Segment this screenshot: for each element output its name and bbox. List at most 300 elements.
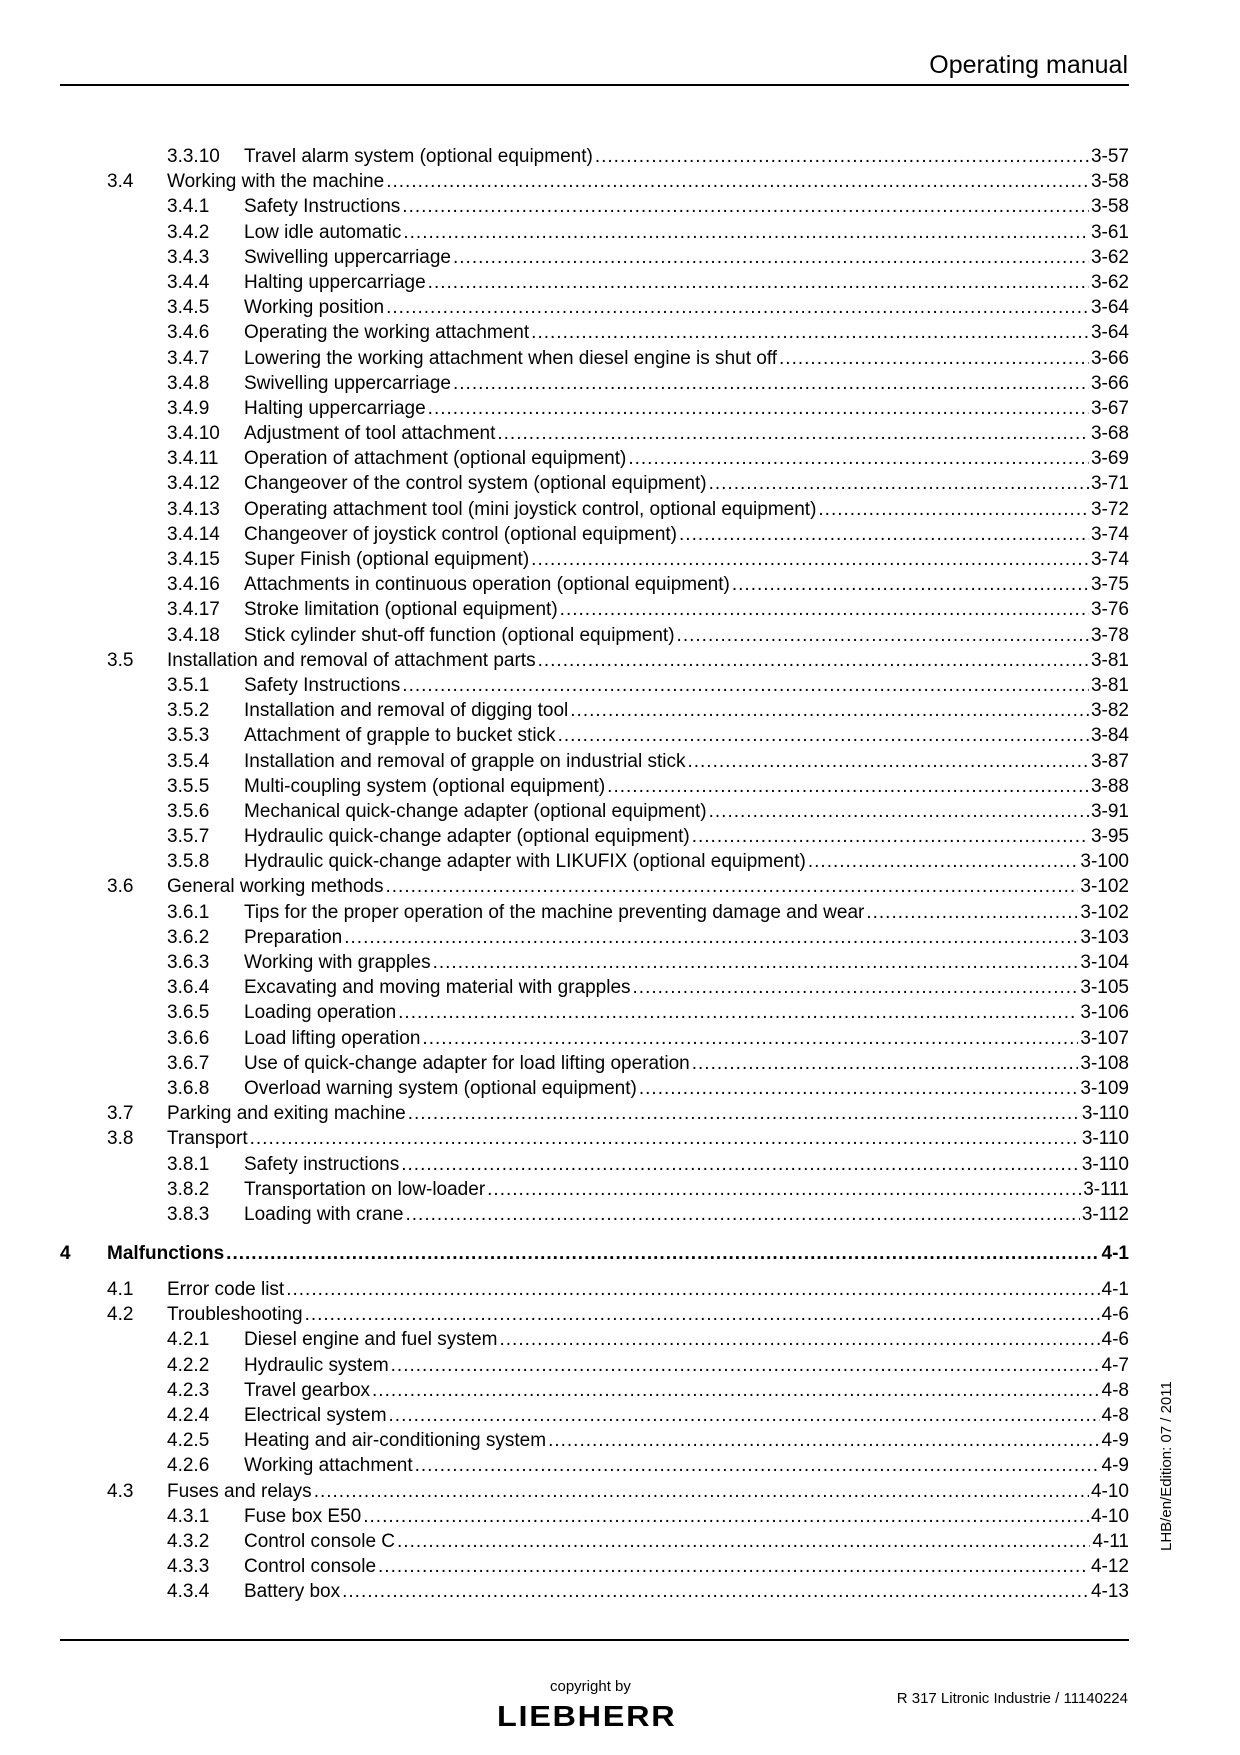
toc-leader-dots: [314, 1479, 1089, 1504]
toc-entry-line: [244, 774, 1129, 799]
footer-rule: [60, 1639, 1129, 1641]
toc-entry-line: [244, 698, 1129, 723]
toc-title: Excavating and moving material with grapples: [244, 977, 631, 999]
toc-page-number: 3-78: [1090, 624, 1129, 646]
toc-subsection-row[interactable]: [60, 1026, 1129, 1051]
toc-leader-dots: [633, 975, 1079, 1000]
toc-title: Safety instructions: [244, 1153, 400, 1175]
toc-entry-line: [244, 144, 1129, 169]
toc-page-number: 3-108: [1080, 1052, 1129, 1074]
toc-leader-dots: [250, 1126, 1080, 1151]
toc-subsection-row[interactable]: [60, 849, 1129, 874]
toc-leader-dots: [639, 1076, 1079, 1101]
toc-leader-dots: [342, 1579, 1089, 1604]
toc-page-number: 3-66: [1090, 372, 1129, 394]
toc-leader-dots: [548, 1428, 1099, 1453]
toc-number: 4.3.4: [167, 1581, 210, 1603]
toc-subsection-row[interactable]: [60, 270, 1129, 295]
toc-page-number: 3-91: [1090, 800, 1129, 822]
toc-leader-dots: [499, 1327, 1099, 1352]
toc-leader-dots: [497, 421, 1089, 446]
toc-title: Halting uppercarriage: [244, 397, 426, 419]
toc-title: Attachments in continuous operation (optional equipment): [244, 574, 730, 596]
liebherr-logo: [497, 1700, 677, 1737]
toc-number: 3.4.12: [167, 473, 220, 495]
toc-title: Safety Instructions: [244, 196, 401, 218]
toc-title: Loading operation: [244, 1002, 397, 1024]
toc-page-number: 3-84: [1090, 725, 1129, 747]
toc-title: Hydraulic quick-change adapter with LIKUFIX (optional equipment): [244, 851, 806, 873]
toc-title: Lowering the working attachment when diesel engine is shut off: [244, 347, 778, 369]
toc-page-number: 3-110: [1081, 1128, 1129, 1150]
toc-number: 3.6.1: [167, 901, 210, 923]
toc-leader-dots: [866, 900, 1078, 925]
toc-entry-line: [244, 421, 1129, 446]
toc-subsection-row[interactable]: [60, 396, 1129, 421]
toc-title: Parking and exiting machine: [167, 1103, 406, 1125]
toc-subsection-row[interactable]: [60, 371, 1129, 396]
toc-subsection-row[interactable]: [60, 572, 1129, 597]
toc-leader-dots: [560, 597, 1089, 622]
toc-title: Operating attachment tool (mini joystick control, optional equipment): [244, 498, 817, 520]
toc-number: 3.4.11: [167, 448, 219, 470]
toc-page-number: 3-58: [1090, 196, 1129, 218]
toc-entry-line: [167, 1479, 1129, 1504]
toc-entry-line: [244, 1428, 1129, 1453]
toc-number: 3.8: [107, 1128, 134, 1150]
toc-number: 3.6.8: [167, 1077, 210, 1099]
toc-entry-line: [244, 1177, 1129, 1202]
toc-subsection-row[interactable]: [60, 1529, 1129, 1554]
toc-title: Loading with crane: [244, 1203, 404, 1225]
toc-entry-line: [244, 723, 1129, 748]
toc-page-number: 4-10: [1090, 1480, 1129, 1502]
toc-subsection-row[interactable]: [60, 1554, 1129, 1579]
toc-subsection-row[interactable]: [60, 749, 1129, 774]
toc-entry-line: [244, 1453, 1129, 1478]
toc-entry-line: [244, 194, 1129, 219]
toc-page-number: 3-66: [1090, 347, 1129, 369]
toc-title: Tips for the proper operation of the machine preventing damage and wear: [244, 901, 865, 923]
toc-leader-dots: [286, 1277, 1099, 1302]
toc-entry-line: [244, 824, 1129, 849]
toc-number: 3.4.10: [167, 423, 220, 445]
toc-number: 3.4.18: [167, 624, 220, 646]
toc-subsection-row[interactable]: [60, 597, 1129, 622]
toc-number: 4: [60, 1243, 71, 1265]
toc-number: 3.5.8: [167, 851, 210, 873]
toc-number: 4.3.2: [167, 1530, 210, 1552]
toc-subsection-row[interactable]: [60, 1428, 1129, 1453]
toc-subsection-row[interactable]: [60, 1152, 1129, 1177]
toc-page-number: 3-111: [1083, 1178, 1129, 1200]
toc-title: Diesel engine and fuel system: [244, 1329, 498, 1351]
toc-title: Multi-coupling system (optional equipment): [244, 775, 606, 797]
toc-page-number: 3-100: [1080, 851, 1129, 873]
toc-subsection-row[interactable]: [60, 698, 1129, 723]
toc-subsection-row[interactable]: [60, 975, 1129, 1000]
toc-page-number: 3-105: [1080, 977, 1129, 999]
toc-subsection-row[interactable]: [60, 1327, 1129, 1352]
toc-number: 3.4.7: [167, 347, 210, 369]
toc-number: 4.2: [107, 1304, 134, 1326]
page-header-title: Operating manual: [929, 51, 1128, 79]
toc-page-number: 3-81: [1090, 674, 1129, 696]
toc-leader-dots: [558, 723, 1089, 748]
toc-number: 4.2.5: [167, 1430, 210, 1452]
toc-number: 3.4.13: [167, 498, 220, 520]
toc-leader-dots: [628, 446, 1089, 471]
toc-page-number: 3-62: [1090, 271, 1129, 293]
toc-leader-dots: [408, 1101, 1080, 1126]
toc-number: 3.8.1: [167, 1153, 210, 1175]
toc-subsection-row[interactable]: [60, 1076, 1129, 1101]
toc-leader-dots: [677, 623, 1089, 648]
toc-leader-dots: [226, 1241, 1099, 1266]
toc-number: 3.6.6: [167, 1027, 210, 1049]
toc-subsection-row[interactable]: [60, 1403, 1129, 1428]
toc-leader-dots: [732, 572, 1089, 597]
toc-subsection-row[interactable]: [60, 1051, 1129, 1076]
toc-subsection-row[interactable]: [60, 497, 1129, 522]
toc-subsection-row[interactable]: [60, 320, 1129, 345]
toc-title: Changeover of the control system (optional equipment): [244, 473, 707, 495]
toc-title: Operation of attachment (optional equipment): [244, 448, 627, 470]
toc-title: Attachment of grapple to bucket stick: [244, 725, 556, 747]
toc-title: Safety Instructions: [244, 674, 401, 696]
toc-page-number: 4-11: [1092, 1530, 1129, 1552]
toc-page-number: 4-6: [1101, 1304, 1129, 1326]
toc-subsection-row[interactable]: [60, 1378, 1129, 1403]
toc-section-row[interactable]: [60, 1479, 1129, 1504]
toc-section-row[interactable]: [60, 874, 1129, 899]
toc-subsection-row[interactable]: [60, 799, 1129, 824]
toc-entry-line: [244, 572, 1129, 597]
toc-entry-line: [244, 597, 1129, 622]
toc-section-row[interactable]: [60, 648, 1129, 673]
toc-page-number: 3-82: [1090, 700, 1129, 722]
toc-title: Travel gearbox: [244, 1379, 371, 1401]
toc-subsection-row[interactable]: [60, 824, 1129, 849]
toc-number: 3.4.16: [167, 574, 220, 596]
toc-number: 3.5.1: [167, 674, 210, 696]
toc-number: 3.3.10: [167, 146, 220, 167]
toc-entry-line: [167, 169, 1129, 194]
toc-number: 3.5.2: [167, 700, 210, 722]
toc-title: Troubleshooting: [167, 1304, 303, 1326]
toc-leader-dots: [679, 522, 1089, 547]
toc-title: Fuse box E50: [244, 1505, 362, 1527]
copyright-label: copyright by: [550, 1678, 631, 1695]
toc-subsection-row[interactable]: [60, 1504, 1129, 1529]
toc-entry-line: [244, 396, 1129, 421]
toc-entry-line: [244, 1000, 1129, 1025]
toc-page-number: 4-10: [1090, 1505, 1129, 1527]
toc-entry-line: [244, 623, 1129, 648]
toc-page-number: 4-12: [1090, 1556, 1129, 1578]
toc-subsection-row[interactable]: [60, 1202, 1129, 1227]
toc-subsection-row[interactable]: [60, 346, 1129, 371]
toc-entry-line: [244, 522, 1129, 547]
toc-entry-line: [244, 1076, 1129, 1101]
liebherr-logo-mark: [497, 1700, 677, 1732]
toc-number: 4.3.1: [167, 1505, 210, 1527]
toc-page-number: 4-13: [1090, 1581, 1129, 1603]
toc-leader-dots: [531, 320, 1089, 345]
toc-leader-dots: [487, 1177, 1081, 1202]
toc-leader-dots: [386, 295, 1089, 320]
toc-page-number: 4-8: [1101, 1405, 1129, 1426]
toc-leader-dots: [595, 144, 1089, 169]
toc-page-number: 3-103: [1080, 926, 1129, 948]
toc-page-number: 3-71: [1090, 473, 1129, 495]
toc-number: 3.4.3: [167, 246, 210, 268]
toc-page-number: 3-74: [1090, 549, 1129, 570]
toc-subsection-row[interactable]: [60, 673, 1129, 698]
liebherr-logo-text: LIEBHERR: [497, 1700, 677, 1732]
toc-page-number: 3-110: [1081, 1103, 1129, 1125]
toc-number: 3.5: [107, 649, 134, 671]
toc-subsection-row[interactable]: [60, 194, 1129, 219]
toc-title: Travel alarm system (optional equipment): [244, 146, 593, 167]
toc-title: Swivelling uppercarriage: [244, 246, 451, 268]
toc-leader-dots: [397, 1529, 1090, 1554]
toc-title: Installation and removal of grapple on industrial stick: [244, 750, 686, 772]
toc-subsection-row[interactable]: [60, 1000, 1129, 1025]
toc-title: Operating the working attachment: [244, 322, 530, 344]
toc-leader-dots: [779, 346, 1089, 371]
toc-title: Mechanical quick-change adapter (optional equipment): [244, 800, 707, 822]
toc-leader-dots: [709, 799, 1089, 824]
toc-page-number: 3-69: [1090, 448, 1129, 470]
toc-page-number: 4-9: [1101, 1430, 1129, 1452]
toc-entry-line: [244, 1327, 1129, 1352]
toc-leader-dots: [692, 824, 1089, 849]
toc-page-number: 3-67: [1090, 397, 1129, 419]
document-id: R 317 Litronic Industrie / 11140224: [896, 1690, 1128, 1707]
toc-page-number: 4-7: [1101, 1354, 1129, 1376]
toc-title: Adjustment of tool attachment: [244, 423, 496, 445]
header-rule: [60, 84, 1129, 86]
toc-page-number: 3-64: [1090, 322, 1129, 344]
toc-page-number: 3-110: [1081, 1153, 1129, 1175]
toc-subsection-row[interactable]: [60, 774, 1129, 799]
toc-entry-line: [244, 1152, 1129, 1177]
toc-entry-line: [244, 446, 1129, 471]
toc-page-number: 3-106: [1080, 1002, 1129, 1024]
toc-leader-dots: [402, 673, 1089, 698]
toc-title: Fuses and relays: [167, 1480, 312, 1502]
toc-subsection-row[interactable]: [60, 522, 1129, 547]
toc-leader-dots: [344, 925, 1078, 950]
toc-leader-dots: [386, 169, 1089, 194]
toc-subsection-row[interactable]: [60, 1353, 1129, 1378]
toc-number: 4.2.6: [167, 1455, 210, 1477]
toc-leader-dots: [538, 648, 1089, 673]
toc-number: 3.5.3: [167, 725, 210, 747]
table-of-contents: [60, 144, 1129, 1605]
toc-entry-line: [244, 849, 1129, 874]
toc-number: 3.4: [107, 171, 134, 193]
toc-leader-dots: [428, 270, 1089, 295]
toc-number: 3.6.4: [167, 977, 210, 999]
toc-leader-dots: [570, 698, 1089, 723]
toc-title: Super Finish (optional equipment): [244, 549, 530, 570]
toc-entry-line: [244, 270, 1129, 295]
toc-page-number: 3-109: [1080, 1077, 1129, 1099]
toc-page-number: 3-102: [1080, 901, 1129, 923]
toc-section-row[interactable]: [60, 1277, 1129, 1302]
toc-entry-line: [167, 874, 1129, 899]
toc-title: Working position: [244, 297, 385, 319]
toc-title: Control console C: [244, 1530, 396, 1552]
toc-subsection-row[interactable]: [60, 950, 1129, 975]
toc-leader-dots: [398, 1000, 1078, 1025]
toc-leader-dots: [709, 471, 1089, 496]
toc-leader-dots: [808, 849, 1079, 874]
toc-entry-line: [107, 1241, 1129, 1266]
toc-subsection-row[interactable]: [60, 925, 1129, 950]
toc-title: Load lifting operation: [244, 1027, 421, 1049]
toc-subsection-row[interactable]: [60, 1453, 1129, 1478]
toc-number: 4.2.3: [167, 1379, 210, 1401]
toc-number: 3.6.3: [167, 952, 210, 973]
toc-entry-line: [244, 320, 1129, 345]
toc-entry-line: [244, 925, 1129, 950]
toc-page-number: 3-58: [1090, 171, 1129, 193]
toc-section-row[interactable]: [60, 1302, 1129, 1327]
toc-number: 3.6.7: [167, 1052, 210, 1074]
toc-entry-line: [244, 371, 1129, 396]
toc-subsection-row[interactable]: [60, 421, 1129, 446]
toc-leader-dots: [363, 1504, 1089, 1529]
toc-leader-dots: [531, 547, 1089, 572]
toc-title: Working with grapples: [244, 952, 431, 973]
toc-entry-line: [244, 1202, 1129, 1227]
toc-subsection-row[interactable]: [60, 471, 1129, 496]
toc-number: 3.4.9: [167, 397, 210, 419]
toc-entry-line: [244, 673, 1129, 698]
toc-title: Use of quick-change adapter for load lifting operation: [244, 1052, 690, 1074]
toc-title: Control console: [244, 1556, 377, 1578]
toc-title: Installation and removal of attachment parts: [167, 649, 536, 671]
toc-number: 4.3: [107, 1480, 134, 1502]
toc-title: Working attachment: [244, 1455, 413, 1477]
toc-entry-line: [167, 1302, 1129, 1327]
toc-section-row[interactable]: [60, 169, 1129, 194]
toc-page-number: 4-9: [1101, 1455, 1129, 1477]
toc-entry-line: [244, 749, 1129, 774]
toc-number: 3.4.1: [167, 196, 210, 218]
toc-title: Error code list: [167, 1279, 285, 1301]
toc-subsection-row[interactable]: [60, 245, 1129, 270]
toc-entry-line: [244, 220, 1129, 245]
toc-number: 3.7: [107, 1103, 134, 1125]
toc-section-row[interactable]: [60, 1126, 1129, 1151]
toc-entry-line: [244, 547, 1129, 572]
toc-subsection-row[interactable]: [60, 547, 1129, 572]
toc-entry-line: [244, 1504, 1129, 1529]
toc-number: 3.5.4: [167, 750, 210, 772]
toc-number: 3.4.4: [167, 271, 210, 293]
toc-leader-dots: [433, 950, 1079, 975]
toc-page-number: 4-6: [1101, 1329, 1129, 1351]
toc-leader-dots: [305, 1302, 1100, 1327]
toc-number: 3.4.8: [167, 372, 210, 394]
toc-title: Heating and air-conditioning system: [244, 1430, 547, 1452]
toc-chapter-row[interactable]: [60, 1241, 1129, 1267]
toc-entry-line: [167, 1101, 1129, 1126]
toc-number: 4.1: [107, 1279, 134, 1301]
toc-number: 3.8.3: [167, 1203, 210, 1225]
toc-number: 3.4.15: [167, 549, 220, 570]
toc-title: Overload warning system (optional equipment): [244, 1077, 637, 1099]
toc-page-number: 3-88: [1090, 775, 1129, 797]
toc-subsection-row[interactable]: [60, 1579, 1129, 1604]
toc-title: Hydraulic quick-change adapter (optional equipment): [244, 826, 690, 848]
toc-leader-dots: [818, 497, 1089, 522]
toc-entry-line: [244, 497, 1129, 522]
toc-number: 3.4.2: [167, 221, 210, 243]
toc-page-number: 3-61: [1090, 221, 1129, 243]
toc-entry-line: [244, 1378, 1129, 1403]
toc-entry-line: [244, 1403, 1129, 1428]
toc-title: Low idle automatic: [244, 221, 402, 243]
toc-number: 3.4.17: [167, 599, 220, 621]
toc-page-number: 3-57: [1090, 146, 1129, 167]
toc-subsection-row[interactable]: [60, 220, 1129, 245]
toc-title: Electrical system: [244, 1405, 387, 1426]
toc-number: 3.6: [107, 876, 134, 898]
toc-subsection-row[interactable]: [60, 623, 1129, 648]
toc-page-number: 3-72: [1090, 498, 1129, 520]
toc-section-row[interactable]: [60, 1101, 1129, 1126]
toc-entry-line: [244, 346, 1129, 371]
toc-subsection-row[interactable]: [60, 900, 1129, 925]
toc-number: 4.2.1: [167, 1329, 210, 1351]
toc-title: Transportation on low-loader: [244, 1178, 486, 1200]
toc-subsection-row[interactable]: [60, 446, 1129, 471]
toc-page-number: 3-76: [1090, 599, 1129, 621]
toc-entry-line: [167, 648, 1129, 673]
toc-page-number: 4-1: [1101, 1243, 1129, 1265]
toc-entry-line: [244, 245, 1129, 270]
toc-page-number: 3-112: [1081, 1203, 1129, 1225]
toc-subsection-row[interactable]: [60, 295, 1129, 320]
toc-number: 3.8.2: [167, 1178, 210, 1200]
toc-subsection-row[interactable]: [60, 723, 1129, 748]
toc-leader-dots: [687, 749, 1089, 774]
toc-page-number: 3-87: [1090, 750, 1129, 772]
toc-number: 3.5.7: [167, 826, 210, 848]
toc-page-number: 3-107: [1080, 1027, 1129, 1049]
toc-leader-dots: [403, 220, 1089, 245]
toc-title: Installation and removal of digging tool: [244, 700, 569, 722]
toc-page-number: 3-102: [1080, 876, 1129, 898]
edition-note: LHB/en/Edition: 07 / 2011: [1158, 1381, 1175, 1551]
toc-number: 3.5.5: [167, 775, 210, 797]
toc-subsection-row[interactable]: [60, 1177, 1129, 1202]
toc-number: 3.5.6: [167, 800, 210, 822]
toc-number: 3.6.2: [167, 926, 210, 948]
toc-number: 4.2.4: [167, 1405, 210, 1426]
toc-leader-dots: [453, 371, 1089, 396]
toc-title: Battery box: [244, 1581, 341, 1603]
toc-title: Transport: [167, 1128, 248, 1150]
toc-subsection-row[interactable]: [60, 144, 1129, 169]
toc-leader-dots: [406, 1202, 1080, 1227]
toc-page-number: 3-68: [1090, 423, 1129, 445]
